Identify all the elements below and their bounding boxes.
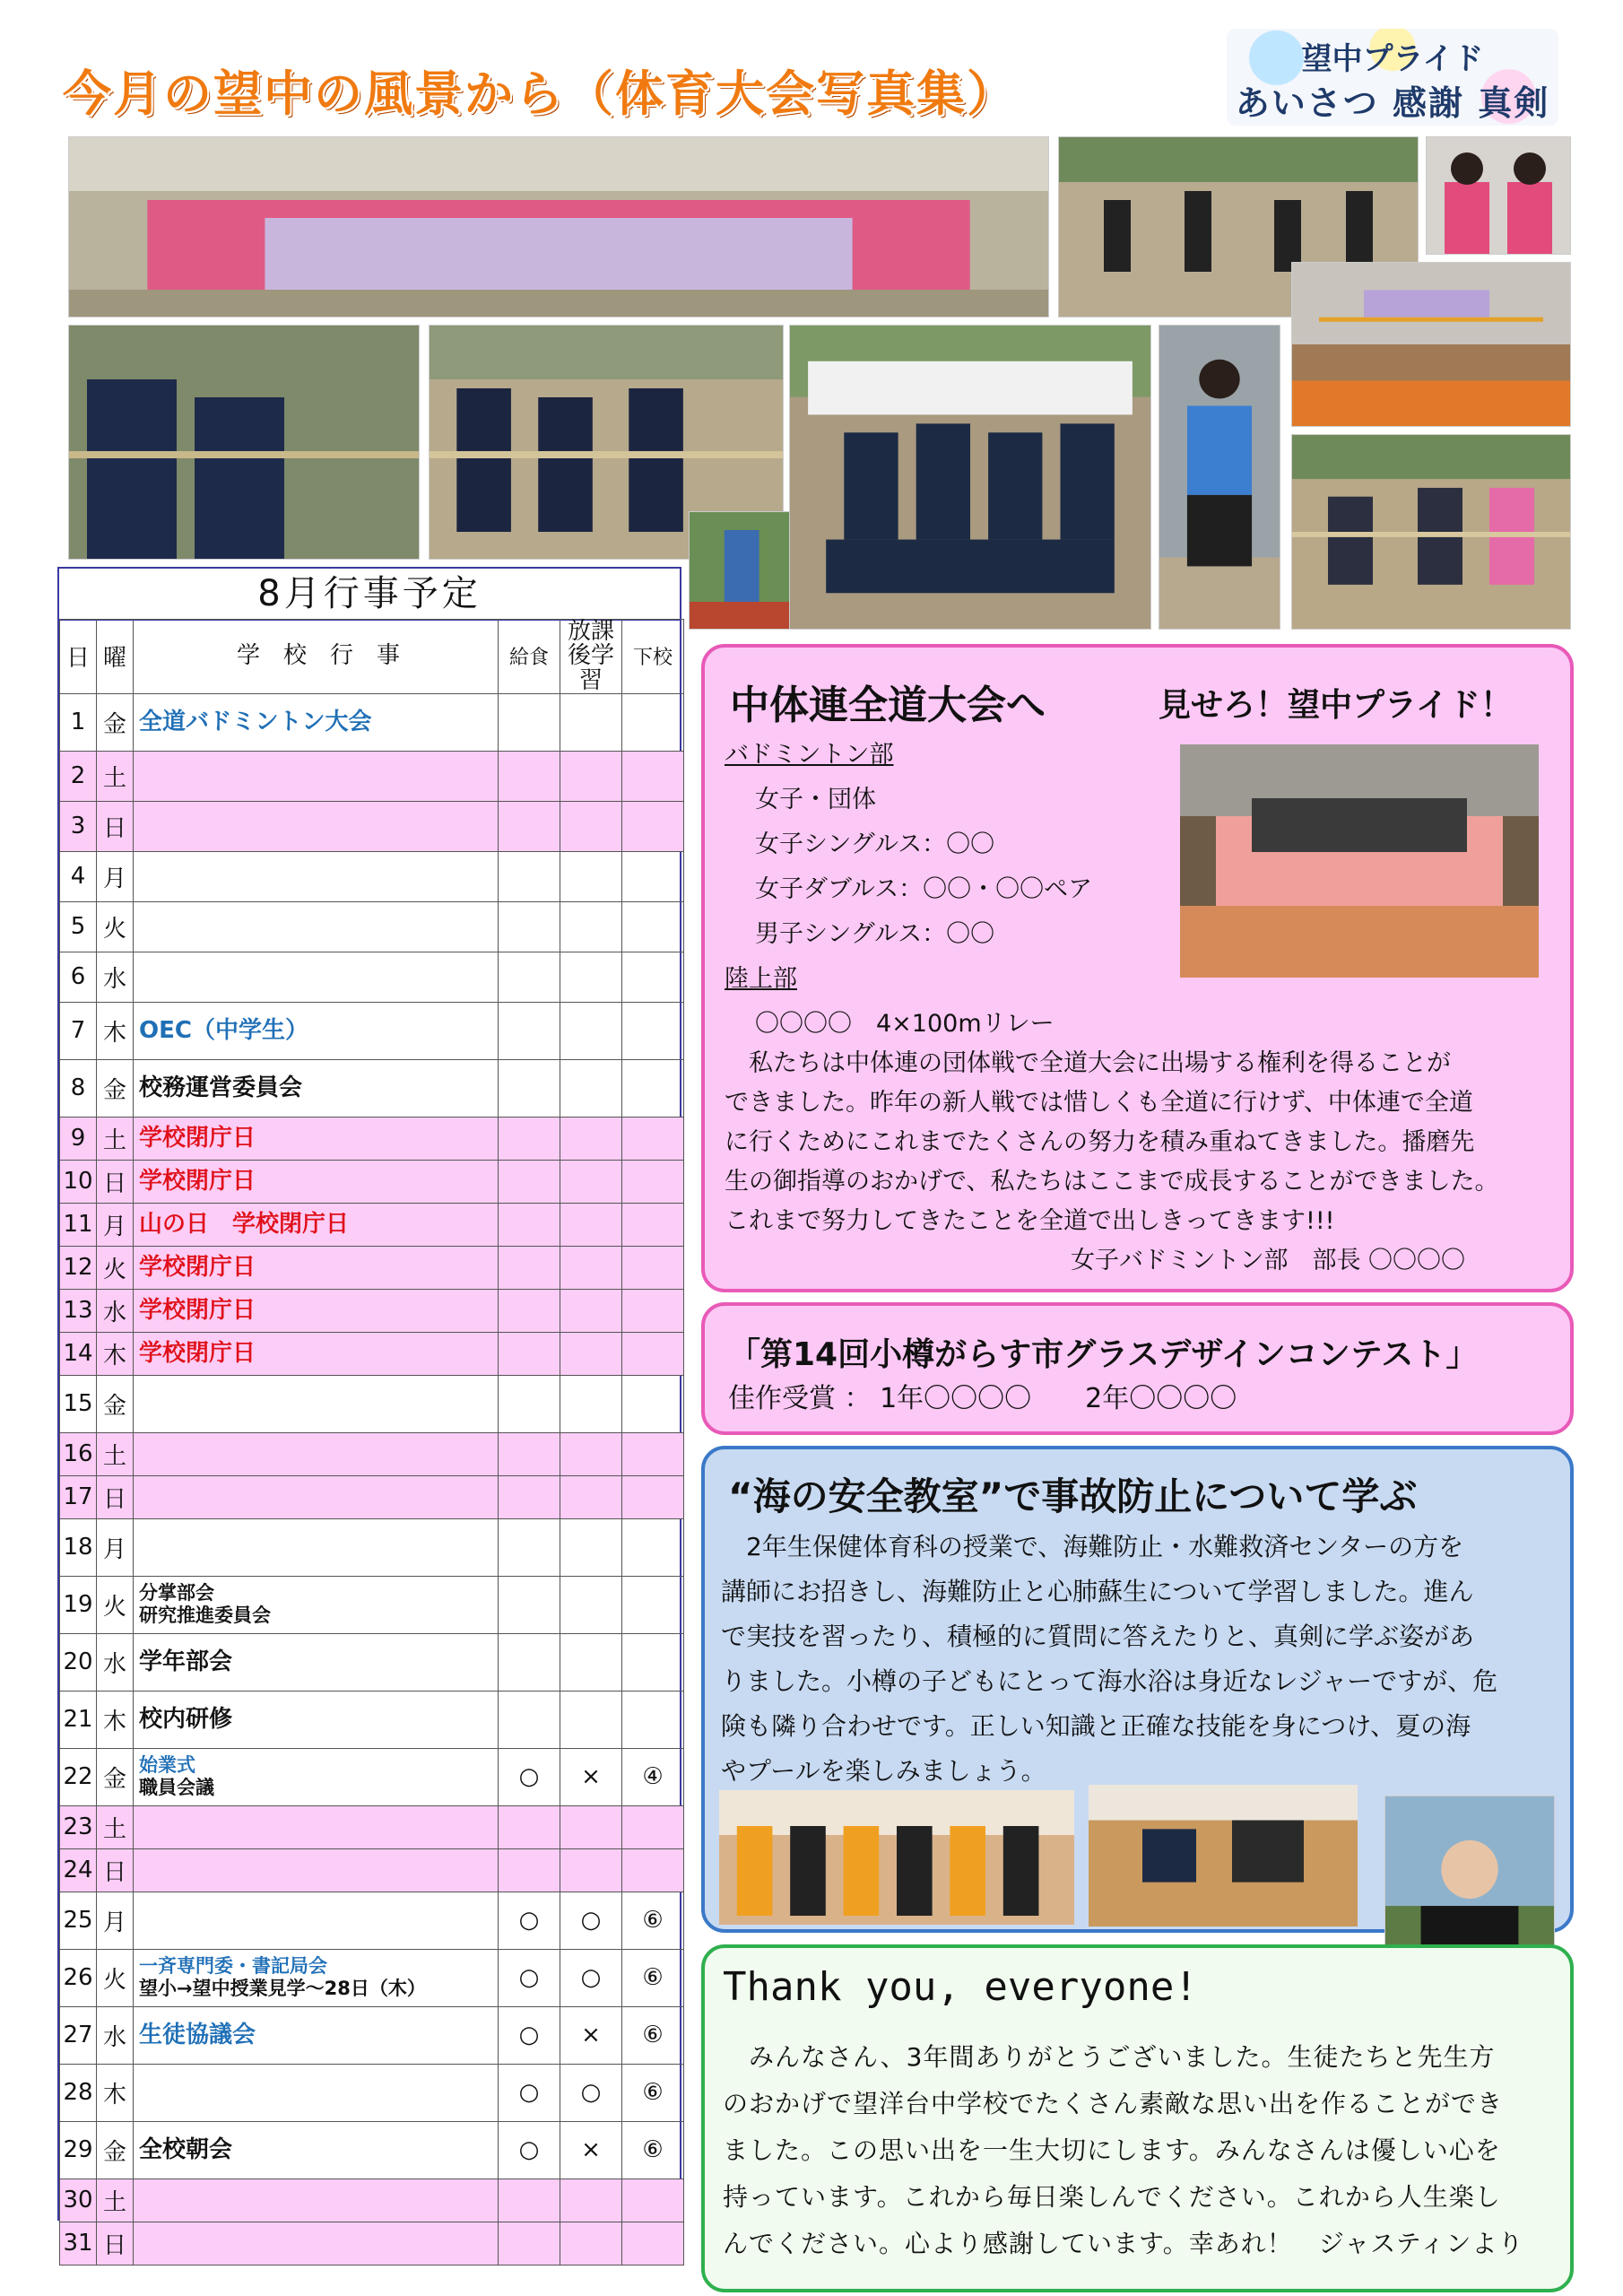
header-dow: 曜 xyxy=(97,620,134,694)
schedule-lunch xyxy=(499,1518,560,1576)
schedule-dismissal xyxy=(622,1002,684,1059)
box1-body-line: できました。昨年の新人戦では惜しくも全道に行けず、中体連で全道 xyxy=(725,1089,1473,1117)
schedule-day: 2 xyxy=(60,751,97,801)
schedule-event: 全道バドミントン大会 xyxy=(139,708,372,735)
schedule-day: 29 xyxy=(60,2121,97,2179)
schedule-event-cell xyxy=(134,1375,499,1432)
schedule-afterschool xyxy=(560,1160,622,1203)
schedule-event-cell xyxy=(134,2121,499,2179)
schedule-event: 全校朝会 xyxy=(139,2135,233,2163)
schedule-row xyxy=(60,1289,684,1332)
schedule-event-cell xyxy=(134,1805,499,1848)
schedule-event: 学校閉庁日 xyxy=(139,1124,256,1152)
schedule-lunch: ○ xyxy=(499,1748,560,1805)
high-jump-photo xyxy=(1291,262,1571,427)
schedule-dismissal xyxy=(622,1160,684,1203)
schedule-weekday: 月 xyxy=(97,851,134,901)
badminton-label: バドミントン部 xyxy=(725,741,894,769)
schedule-dismissal xyxy=(622,1289,684,1332)
schedule-row xyxy=(60,1475,684,1518)
schedule-event: OEC（中学生） xyxy=(139,1016,308,1044)
schedule-lunch xyxy=(499,1246,560,1289)
schedule-afterschool xyxy=(560,1289,622,1332)
schedule-weekday: 土 xyxy=(97,2179,134,2222)
schedule-day: 21 xyxy=(60,1691,97,1748)
schedule-event-cell xyxy=(134,952,499,1002)
schedule-row xyxy=(60,1059,684,1117)
schedule-event: 山の日 学校閉庁日 xyxy=(139,1210,350,1238)
schedule-dismissal xyxy=(622,1332,684,1375)
schedule-event-cell xyxy=(134,1518,499,1576)
schedule-lunch: ○ xyxy=(499,1892,560,1949)
badminton-line: 女子・団体 xyxy=(755,786,876,813)
schedule-afterschool xyxy=(560,1432,622,1475)
schedule-row xyxy=(60,2064,684,2121)
schedule-dismissal xyxy=(622,851,684,901)
schedule-day: 18 xyxy=(60,1518,97,1576)
schedule-dismissal xyxy=(622,1203,684,1246)
schedule-weekday: 土 xyxy=(97,1805,134,1848)
track-label: 陸上部 xyxy=(725,965,797,993)
schedule-weekday: 月 xyxy=(97,1892,134,1949)
schedule-event: 職員会議 xyxy=(139,1777,214,1799)
schedule-event: 学年部会 xyxy=(139,1648,233,1675)
schedule-lunch xyxy=(499,901,560,952)
schedule-afterschool xyxy=(560,1375,622,1432)
schedule-weekday: 日 xyxy=(97,1848,134,1892)
schedule-afterschool: × xyxy=(560,2121,622,2179)
schedule-header-row xyxy=(60,620,684,694)
schedule-dismissal xyxy=(622,1246,684,1289)
box3-body-line: 講師にお招きし、海難防止と心肺蘇生について学習しました。進ん xyxy=(721,1577,1474,1606)
schedule-event-cell xyxy=(134,1949,499,2006)
schedule-afterschool xyxy=(560,901,622,952)
schedule-row xyxy=(60,801,684,851)
schedule-row xyxy=(60,2222,684,2265)
box1-body-line: 私たちは中体連の団体戦で全道大会に出場する権利を得ることが xyxy=(725,1049,1451,1077)
schedule-day: 13 xyxy=(60,1289,97,1332)
schedule-dismissal xyxy=(622,1375,684,1432)
schedule-event-cell xyxy=(134,801,499,851)
box3-body-line: やプールを楽しみましょう。 xyxy=(721,1756,1046,1786)
schedule-dismissal xyxy=(622,1805,684,1848)
schedule-row xyxy=(60,851,684,901)
schedule-dismissal: ⑥ xyxy=(622,2064,684,2121)
schedule-table xyxy=(59,619,684,2266)
schedule-lunch: ○ xyxy=(499,2121,560,2179)
schedule-lunch xyxy=(499,1203,560,1246)
schedule-title: 8月行事予定 xyxy=(59,569,680,621)
schedule-event: 研究推進委員会 xyxy=(139,1605,271,1627)
schedule-day: 24 xyxy=(60,1848,97,1892)
schedule-lunch xyxy=(499,952,560,1002)
schedule-day: 16 xyxy=(60,1432,97,1475)
schedule-dismissal xyxy=(622,1848,684,1892)
box3-body-line: 険も隣り合わせです。正しい知識と正確な技能を身につけ、夏の海 xyxy=(721,1711,1471,1741)
schedule-lunch: ○ xyxy=(499,2006,560,2064)
schedule-afterschool xyxy=(560,693,622,751)
schedule-event-cell xyxy=(134,2064,499,2121)
schedule-dismissal: ⑥ xyxy=(622,2121,684,2179)
schedule-event: 学校閉庁日 xyxy=(139,1167,256,1195)
schedule-row xyxy=(60,1160,684,1203)
schedule-dismissal xyxy=(622,1117,684,1160)
schedule-event: 一斉専門委・書記局会 xyxy=(139,1955,327,1978)
team-group-photo xyxy=(789,325,1151,630)
group-photo xyxy=(68,136,1049,317)
schedule-weekday: 水 xyxy=(97,952,134,1002)
schedule-event-cell xyxy=(134,851,499,901)
header-lunch: 給食 xyxy=(499,620,560,694)
schedule-lunch xyxy=(499,693,560,751)
box4-body-line: みんなさん、3年間ありがとうございました。生徒たちと先生方 xyxy=(723,2042,1496,2072)
schedule-afterschool xyxy=(560,751,622,801)
schedule-event-cell xyxy=(134,1246,499,1289)
schedule-event-cell xyxy=(134,1059,499,1117)
page-title: 今月の望中の風景から（体育大会写真集） xyxy=(63,65,1017,122)
schedule-afterschool xyxy=(560,2179,622,2222)
small-photo xyxy=(689,511,803,630)
schedule-afterschool xyxy=(560,1117,622,1160)
schedule-event-cell xyxy=(134,1576,499,1633)
schedule-weekday: 木 xyxy=(97,1691,134,1748)
schedule-weekday: 日 xyxy=(97,1160,134,1203)
box4-body-line: ました。この思い出を一生大切にします。みんなさんは優しい心を xyxy=(723,2135,1501,2165)
schedule-afterschool xyxy=(560,801,622,851)
schedule-event-cell xyxy=(134,1432,499,1475)
schedule-event: 学校閉庁日 xyxy=(139,1296,256,1324)
box3-body-line: で実技を習ったり、積極的に質問に答えたりと、真剣に学ぶ姿があ xyxy=(721,1622,1475,1651)
runner-photo xyxy=(1159,325,1280,630)
two-students-photo xyxy=(1426,136,1571,255)
schedule-row xyxy=(60,1002,684,1059)
schedule-lunch xyxy=(499,1002,560,1059)
header-afterschool: 放課後学習 xyxy=(560,620,622,694)
schedule-day: 19 xyxy=(60,1576,97,1633)
header-day: 日 xyxy=(60,620,97,694)
schedule-dismissal xyxy=(622,1691,684,1748)
schedule-body xyxy=(60,693,684,2265)
schedule-day: 4 xyxy=(60,851,97,901)
schedule-event: 学校閉庁日 xyxy=(139,1253,256,1281)
schedule-lunch xyxy=(499,1117,560,1160)
schedule-event-cell xyxy=(134,693,499,751)
schedule-lunch xyxy=(499,1160,560,1203)
schedule-lunch xyxy=(499,1633,560,1691)
schedule-weekday: 金 xyxy=(97,1059,134,1117)
schedule-day: 5 xyxy=(60,901,97,952)
schedule-lunch xyxy=(499,2179,560,2222)
schedule-day: 9 xyxy=(60,1117,97,1160)
schedule-afterschool xyxy=(560,1475,622,1518)
schedule-day: 20 xyxy=(60,1633,97,1691)
pride-title: 望中プライド xyxy=(1301,41,1484,77)
schedule-afterschool: × xyxy=(560,1748,622,1805)
schedule-row xyxy=(60,1805,684,1848)
schedule-row xyxy=(60,1246,684,1289)
schedule-dismissal xyxy=(622,2179,684,2222)
schedule-lunch xyxy=(499,751,560,801)
schedule-afterschool xyxy=(560,1576,622,1633)
schedule-day: 30 xyxy=(60,2179,97,2222)
header-event: 学 校 行 事 xyxy=(134,620,499,694)
schedule-weekday: 月 xyxy=(97,1518,134,1576)
schedule-event-cell xyxy=(134,1691,499,1748)
schedule-weekday: 金 xyxy=(97,1375,134,1432)
schedule-row xyxy=(60,1518,684,1576)
schedule-weekday: 火 xyxy=(97,1246,134,1289)
schedule-afterschool: × xyxy=(560,2006,622,2064)
box1-body-line: に行くためにこれまでたくさんの努力を積み重ねてきました。播磨先 xyxy=(725,1128,1475,1156)
schedule-lunch xyxy=(499,851,560,901)
schedule-afterschool xyxy=(560,1518,622,1576)
schedule-dismissal: ⑥ xyxy=(622,1892,684,1949)
schedule-weekday: 土 xyxy=(97,1432,134,1475)
box4-heading: Thank you, everyone! xyxy=(723,1964,1198,2010)
box2-award: 佳作受賞 ： 1年〇〇〇〇 2年〇〇〇〇 xyxy=(728,1383,1237,1414)
schedule-afterschool xyxy=(560,1002,622,1059)
box1-signature: 女子バドミントン部 部長 〇〇〇〇 xyxy=(1071,1247,1466,1274)
schedule-dismissal: ⑥ xyxy=(622,2006,684,2064)
schedule-afterschool xyxy=(560,1848,622,1892)
schedule-afterschool xyxy=(560,1691,622,1748)
schedule-afterschool: ○ xyxy=(560,1892,622,1949)
schedule-day: 31 xyxy=(60,2222,97,2265)
schedule-event: 望小→望中授業見学～28日（木） xyxy=(139,1978,426,2000)
schedule-weekday: 木 xyxy=(97,2064,134,2121)
schedule-event-cell xyxy=(134,1475,499,1518)
schedule-dismissal xyxy=(622,1576,684,1633)
schedule-row xyxy=(60,1633,684,1691)
schedule-weekday: 水 xyxy=(97,1289,134,1332)
schedule-row xyxy=(60,1576,684,1633)
schedule-lunch xyxy=(499,801,560,851)
schedule-row xyxy=(60,1332,684,1375)
schedule-weekday: 土 xyxy=(97,751,134,801)
schedule-row xyxy=(60,1203,684,1246)
schedule-event-cell xyxy=(134,1160,499,1203)
schedule-dismissal xyxy=(622,1633,684,1691)
zentai-tournament-box xyxy=(701,644,1574,1292)
schedule-row xyxy=(60,1949,684,2006)
schedule-dismissal xyxy=(622,801,684,851)
schedule-day: 6 xyxy=(60,952,97,1002)
schedule-row xyxy=(60,2006,684,2064)
schedule-lunch xyxy=(499,1848,560,1892)
schedule-event-cell xyxy=(134,1633,499,1691)
schedule-weekday: 日 xyxy=(97,801,134,851)
schedule-day: 17 xyxy=(60,1475,97,1518)
schedule-weekday: 金 xyxy=(97,693,134,751)
schedule-weekday: 火 xyxy=(97,1949,134,2006)
schedule-lunch xyxy=(499,1332,560,1375)
schedule-event: 校務運営委員会 xyxy=(139,1074,303,1101)
schedule-event-cell xyxy=(134,1002,499,1059)
cpr-practice-photo xyxy=(1089,1785,1358,1926)
schedule-day: 8 xyxy=(60,1059,97,1117)
schedule-lunch xyxy=(499,1475,560,1518)
schedule-afterschool xyxy=(560,2222,622,2265)
box1-subheading: 見せろ！望中プライド！ xyxy=(1159,687,1513,724)
schedule-afterschool xyxy=(560,1805,622,1848)
schedule-dismissal xyxy=(622,901,684,952)
schedule-weekday: 月 xyxy=(97,1203,134,1246)
box1-body-line: 生の御指導のおかげで、私たちはここまで成長することができました。 xyxy=(725,1168,1499,1196)
tug-of-war-photo xyxy=(68,325,420,560)
schedule-afterschool xyxy=(560,1203,622,1246)
schedule-weekday: 木 xyxy=(97,1332,134,1375)
schedule-day: 15 xyxy=(60,1375,97,1432)
schedule-weekday: 金 xyxy=(97,2121,134,2179)
schedule-event-cell xyxy=(134,2179,499,2222)
badminton-line: 女子シングルス：〇〇 xyxy=(755,831,995,858)
schedule-day: 11 xyxy=(60,1203,97,1246)
schedule-event: 分掌部会 xyxy=(139,1582,214,1605)
sea-safety-group-photo xyxy=(719,1790,1074,1925)
schedule-event-cell xyxy=(134,751,499,801)
schedule-day: 1 xyxy=(60,693,97,751)
schedule-lunch: ○ xyxy=(499,1949,560,2006)
schedule-event: 校内研修 xyxy=(139,1705,233,1733)
schedule-day: 28 xyxy=(60,2064,97,2121)
schedule-weekday: 土 xyxy=(97,1117,134,1160)
schedule-row xyxy=(60,1691,684,1748)
schedule-lunch: ○ xyxy=(499,2064,560,2121)
schedule-afterschool xyxy=(560,1332,622,1375)
schedule-day: 23 xyxy=(60,1805,97,1848)
schedule-event: 生徒協議会 xyxy=(139,2021,256,2048)
schedule-afterschool: ○ xyxy=(560,1949,622,2006)
schedule-afterschool xyxy=(560,851,622,901)
schedule-dismissal xyxy=(622,1518,684,1576)
schedule-weekday: 金 xyxy=(97,1748,134,1805)
schedule-event-cell xyxy=(134,1892,499,1949)
schedule-event: 始業式 xyxy=(139,1754,195,1777)
august-schedule xyxy=(57,567,681,2259)
box4-body-line: のおかげで望洋台中学校でたくさん素敵な思い出を作ることができ xyxy=(723,2089,1504,2118)
schedule-dismissal xyxy=(622,751,684,801)
schedule-lunch xyxy=(499,1289,560,1332)
box3-body-line: りました。小樽の子どもにとって海水浴は身近なレジャーですが、危 xyxy=(721,1666,1498,1696)
schedule-dismissal: ④ xyxy=(622,1748,684,1805)
schedule-row xyxy=(60,1375,684,1432)
badminton-line: 男子シングルス：〇〇 xyxy=(755,920,995,948)
schedule-row xyxy=(60,2121,684,2179)
schedule-event-cell xyxy=(134,2222,499,2265)
schedule-day: 25 xyxy=(60,1892,97,1949)
box1-heading: 中体連全道大会へ xyxy=(730,683,1046,728)
tug-of-war-photo-3 xyxy=(1291,434,1571,630)
schedule-event-cell xyxy=(134,1332,499,1375)
schedule-dismissal xyxy=(622,2222,684,2265)
schedule-weekday: 水 xyxy=(97,1633,134,1691)
schedule-day: 10 xyxy=(60,1160,97,1203)
box3-heading: “海の安全教室”で事故防止について学ぶ xyxy=(728,1474,1418,1518)
schedule-lunch xyxy=(499,1059,560,1117)
schedule-event-cell xyxy=(134,1117,499,1160)
schedule-day: 14 xyxy=(60,1332,97,1375)
schedule-event-cell xyxy=(134,1203,499,1246)
schedule-row xyxy=(60,1432,684,1475)
schedule-weekday: 水 xyxy=(97,2006,134,2064)
schedule-day: 26 xyxy=(60,1949,97,2006)
schedule-weekday: 火 xyxy=(97,1576,134,1633)
schedule-day: 3 xyxy=(60,801,97,851)
schedule-dismissal: ⑥ xyxy=(622,1949,684,2006)
box4-body-line: 持っています。これから毎日楽しんでください。これから人生楽し xyxy=(723,2182,1501,2212)
schedule-weekday: 日 xyxy=(97,1475,134,1518)
schedule-lunch xyxy=(499,1432,560,1475)
schedule-day: 12 xyxy=(60,1246,97,1289)
schedule-event-cell xyxy=(134,2006,499,2064)
schedule-afterschool xyxy=(560,1633,622,1691)
schedule-event-cell xyxy=(134,1848,499,1892)
badminton-line: 女子ダブルス：〇〇・〇〇ペア xyxy=(755,875,1093,903)
schedule-row xyxy=(60,1848,684,1892)
schedule-lunch xyxy=(499,1375,560,1432)
schedule-weekday: 木 xyxy=(97,1002,134,1059)
schedule-event-cell xyxy=(134,1289,499,1332)
schedule-day: 27 xyxy=(60,2006,97,2064)
schedule-day: 22 xyxy=(60,1748,97,1805)
schedule-lunch xyxy=(499,1691,560,1748)
schedule-row xyxy=(60,1117,684,1160)
schedule-row xyxy=(60,1748,684,1805)
schedule-row xyxy=(60,693,684,751)
pride-badge xyxy=(1227,29,1558,126)
schedule-lunch xyxy=(499,2222,560,2265)
schedule-afterschool xyxy=(560,1246,622,1289)
track-line: 〇〇〇〇 4×100mリレー xyxy=(755,1010,1055,1038)
schedule-row xyxy=(60,952,684,1002)
schedule-dismissal xyxy=(622,1432,684,1475)
schedule-afterschool xyxy=(560,952,622,1002)
schedule-dismissal xyxy=(622,1475,684,1518)
schedule-event-cell xyxy=(134,901,499,952)
badminton-team-photo xyxy=(1180,744,1539,978)
schedule-row xyxy=(60,2179,684,2222)
schedule-dismissal xyxy=(622,1059,684,1117)
box2-heading: 「第14回小樽がらす市グラスデザインコンテスト」 xyxy=(728,1336,1479,1373)
pride-values: あいさつ 感謝 真剣 xyxy=(1235,83,1550,123)
box4-body-line: んでください。心より感謝しています。幸あれ！ ジャスティンより xyxy=(723,2229,1524,2258)
box3-body-line: 2年生保健体育科の授業で、海難防止・水難救済センターの方を xyxy=(721,1532,1464,1561)
schedule-row xyxy=(60,901,684,952)
schedule-weekday: 日 xyxy=(97,2222,134,2265)
box1-body-line: これまで努力してきたことを全道で出しきってきます!!! xyxy=(725,1207,1335,1235)
glass-contest-box xyxy=(701,1302,1574,1435)
schedule-lunch xyxy=(499,1576,560,1633)
schedule-lunch xyxy=(499,1805,560,1848)
schedule-row xyxy=(60,751,684,801)
schedule-afterschool: ○ xyxy=(560,2064,622,2121)
thank-you-box xyxy=(701,1944,1574,2292)
schedule-event: 学校閉庁日 xyxy=(139,1339,256,1367)
schedule-dismissal xyxy=(622,952,684,1002)
header-dismissal: 下校 xyxy=(622,620,684,694)
schedule-row xyxy=(60,1892,684,1949)
schedule-day: 7 xyxy=(60,1002,97,1059)
schedule-afterschool xyxy=(560,1059,622,1117)
schedule-event-cell xyxy=(134,1748,499,1805)
schedule-weekday: 火 xyxy=(97,901,134,952)
schedule-dismissal xyxy=(622,693,684,751)
